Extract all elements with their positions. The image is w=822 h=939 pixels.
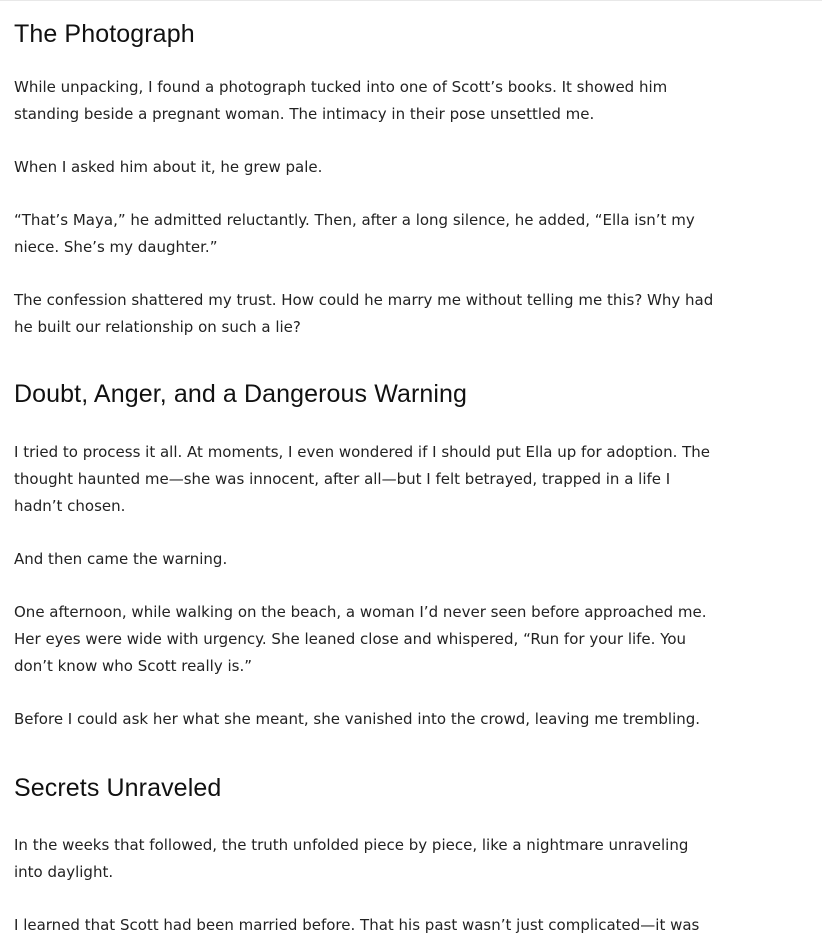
paragraph: When I asked him about it, he grew pale. (14, 158, 323, 177)
article-body (0, 19, 822, 939)
paragraph: I tried to process it all. At moments, I even wondered if I should put Ella up for adoption. The thought haunted me—she was innocent, after all—but I felt betrayed, trapped in a life I hadn’t chosen. (14, 442, 711, 515)
section-heading-doubt-anger-and-a-dangerous-warning: Doubt, Anger, and a Dangerous Warning (14, 380, 468, 409)
paragraph: The confession shattered my trust. How could he marry me without telling me this? Why had he built our relationship on such a lie? (14, 291, 714, 337)
section-heading-the-photograph: The Photograph (14, 20, 195, 48)
paragraph: “That’s Maya,” he admitted reluctantly. Then, after a long silence, he added, “Ella isn’t my niece. She’s my daughter.” (14, 211, 695, 257)
section-heading-secrets-unraveled: Secrets Unraveled (14, 773, 222, 802)
paragraph: In the weeks that followed, the truth unfolded piece by piece, like a nightmare unraveling into daylight. (14, 835, 689, 881)
paragraph: And then came the warning. (14, 549, 228, 568)
paragraph: One afternoon, while walking on the beach, a woman I’d never seen before approached me. Her eyes were wide with urgency. She leaned close and whispered, “Run for your life. You don’t know who Scott really is.” (14, 602, 707, 675)
paragraph: I learned that Scott had been married before. That his past wasn’t just complicated—it was (14, 915, 700, 934)
paragraph: Before I could ask her what she meant, she vanished into the crowd, leaving me trembling. (14, 709, 701, 728)
paragraph: While unpacking, I found a photograph tucked into one of Scott’s books. It showed him standing beside a pregnant woman. The intimacy in their pose unsettled me. (14, 78, 668, 124)
